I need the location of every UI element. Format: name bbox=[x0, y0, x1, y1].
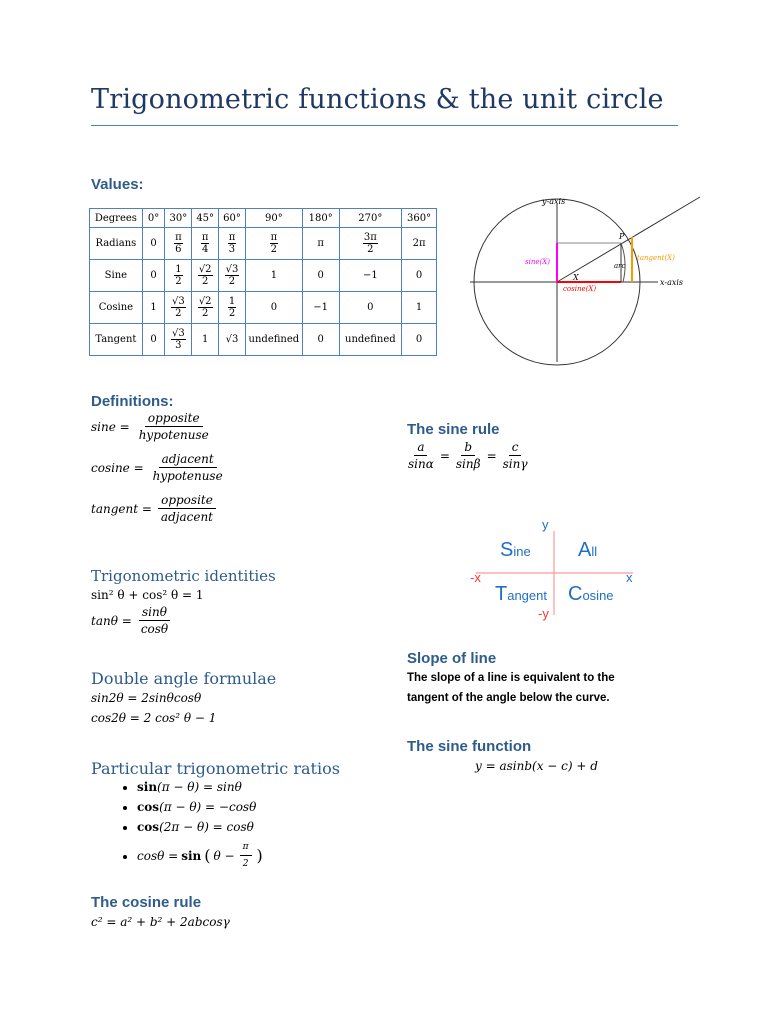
values-cell: 1 bbox=[192, 324, 219, 356]
values-row-label: Radians bbox=[90, 228, 143, 260]
cosine-definition bbox=[91, 452, 228, 483]
values-cell: 1 bbox=[245, 260, 302, 292]
identity-pythagorean: sin² θ + cos² θ = 1 bbox=[91, 588, 204, 602]
values-header-cell: 270° bbox=[339, 209, 402, 228]
ratio-item-3: • cos(2π − θ) = cosθ bbox=[137, 820, 391, 834]
values-table-row bbox=[90, 228, 437, 260]
cosine-def-lhs: cosine = bbox=[91, 460, 144, 475]
values-header-cell: 180° bbox=[302, 209, 339, 228]
x-axis-label: x-axis bbox=[660, 278, 684, 287]
values-cell: 0 bbox=[302, 324, 339, 356]
sine-rule-a: a bbox=[414, 440, 427, 456]
values-row-label: Sine bbox=[90, 260, 143, 292]
cosine-rule-formula: c² = a² + b² + 2abcosγ bbox=[91, 915, 230, 929]
values-cell: $\frac{3\pi}{2}$ bbox=[339, 228, 402, 260]
sine-rule-eq1: = bbox=[439, 448, 450, 463]
values-cell: 1 bbox=[142, 292, 165, 324]
sine-def-num: opposite bbox=[145, 411, 203, 427]
values-table-header bbox=[90, 209, 437, 228]
arc-label: arc bbox=[614, 262, 626, 270]
slope-text-2: tangent of the angle below the curve. bbox=[407, 692, 610, 704]
sine-rule-sinb: sinβ bbox=[455, 457, 481, 471]
values-header-cell: 0° bbox=[142, 209, 165, 228]
values-cell: 0 bbox=[402, 324, 437, 356]
double-angle-heading: Double angle formulae bbox=[91, 669, 277, 688]
cast-tangent-label: Tangent bbox=[495, 583, 547, 605]
cast-cosine-label: Cosine bbox=[568, 583, 614, 605]
cast-x-label: x bbox=[626, 570, 633, 585]
tangent-definition bbox=[91, 493, 218, 524]
values-cell: −1 bbox=[339, 260, 402, 292]
sine-rule-c: c bbox=[509, 440, 522, 456]
values-row-label: Tangent bbox=[90, 324, 143, 356]
tangent-def-den: adjacent bbox=[160, 510, 214, 524]
identities-heading: Trigonometric identities bbox=[91, 567, 276, 585]
values-row-label: Cosine bbox=[90, 292, 143, 324]
values-cell: 0 bbox=[142, 260, 165, 292]
definitions-heading: Definitions: bbox=[91, 393, 174, 410]
values-cell: 0 bbox=[302, 260, 339, 292]
values-cell: $\frac{√2}{2}$ bbox=[192, 292, 219, 324]
ratio-item-4: • cosθ = sin ( θ − $\frac{\pi}{2}$ ) bbox=[137, 840, 391, 871]
sine-rule-heading: The sine rule bbox=[407, 421, 500, 438]
values-cell: $\frac{\pi}{4}$ bbox=[192, 228, 219, 260]
values-cell: undefined bbox=[245, 324, 302, 356]
values-header-cell: Degrees bbox=[90, 209, 143, 228]
values-table bbox=[89, 208, 437, 356]
values-table-row bbox=[90, 292, 437, 324]
sine-rule-b: b bbox=[461, 440, 475, 456]
cosine-label: cosine(X) bbox=[563, 285, 597, 293]
cast-diagram bbox=[468, 515, 648, 630]
slope-heading: Slope of line bbox=[407, 650, 497, 667]
values-header-cell: 360° bbox=[402, 209, 437, 228]
values-cell: $\frac{\pi}{3}$ bbox=[219, 228, 246, 260]
sine-label: sine(X) bbox=[525, 258, 550, 266]
ray-line bbox=[557, 197, 700, 282]
cast-sine-label: Sine bbox=[500, 539, 531, 561]
identity-tan-den: cosθ bbox=[140, 622, 169, 636]
identity-tan-num: sinθ bbox=[139, 605, 170, 621]
values-cell: 0 bbox=[245, 292, 302, 324]
sine-rule-eq2: = bbox=[486, 448, 497, 463]
values-header-cell: 45° bbox=[192, 209, 219, 228]
values-table-row bbox=[90, 260, 437, 292]
cast-all-label: All bbox=[578, 539, 598, 561]
cast-neg-y-label: -y bbox=[538, 606, 549, 621]
title-underline bbox=[91, 125, 678, 126]
ratio-item-2: • cos(π − θ) = −cosθ bbox=[137, 800, 391, 814]
tangent-def-lhs: tangent = bbox=[91, 501, 152, 516]
sine-rule-sinc: sinγ bbox=[502, 457, 528, 471]
values-cell: $\frac{√3}{2}$ bbox=[165, 292, 192, 324]
point-p-label: P bbox=[619, 232, 625, 241]
sine-def-den: hypotenuse bbox=[138, 428, 209, 442]
values-cell: √3 bbox=[219, 324, 246, 356]
values-cell: $\frac{\pi}{2}$ bbox=[245, 228, 302, 260]
values-cell: $\frac{\pi}{6}$ bbox=[165, 228, 192, 260]
values-cell: 0 bbox=[402, 260, 437, 292]
ratios-list bbox=[91, 780, 391, 871]
page-title: Trigonometric functions & the unit circle bbox=[91, 84, 664, 115]
sine-function-formula: y = asinb(x − c) + d bbox=[475, 759, 598, 773]
values-cell: π bbox=[302, 228, 339, 260]
values-cell: −1 bbox=[302, 292, 339, 324]
identity-tan bbox=[91, 605, 173, 636]
values-table-row bbox=[90, 324, 437, 356]
sine-function-heading: The sine function bbox=[407, 738, 532, 755]
values-cell: 0 bbox=[339, 292, 402, 324]
values-cell: $\frac{1}{2}$ bbox=[219, 292, 246, 324]
values-cell: $\frac{√3}{2}$ bbox=[219, 260, 246, 292]
ratios-heading: Particular trigonometric ratios bbox=[91, 759, 340, 778]
slope-text-1: The slope of a line is equivalent to the bbox=[407, 672, 615, 684]
ratio-item-1: • sin(π − θ) = sinθ bbox=[137, 780, 391, 794]
ratios-list-container bbox=[91, 780, 391, 877]
tangent-label: tangent(X) bbox=[637, 254, 675, 262]
values-cell: $\frac{√2}{2}$ bbox=[192, 260, 219, 292]
sine-rule-sina: sinα bbox=[408, 457, 434, 471]
values-cell: undefined bbox=[339, 324, 402, 356]
angle-x-label: X bbox=[573, 273, 579, 282]
values-header-cell: 30° bbox=[165, 209, 192, 228]
sine-definition bbox=[91, 411, 214, 442]
values-cell: 2π bbox=[402, 228, 437, 260]
y-axis-label: y-axis bbox=[542, 197, 566, 206]
values-cell: 1 bbox=[402, 292, 437, 324]
unit-circle-diagram bbox=[470, 192, 715, 372]
sine-def-lhs: sine = bbox=[91, 419, 130, 434]
cosine-rule-heading: The cosine rule bbox=[91, 894, 202, 911]
cosine-def-num: adjacent bbox=[159, 452, 217, 468]
values-heading: Values: bbox=[91, 176, 144, 193]
values-cell: 0 bbox=[142, 324, 165, 356]
sine-rule-formula bbox=[403, 440, 533, 471]
values-header-cell: 60° bbox=[219, 209, 246, 228]
values-cell: $\frac{√3}{3}$ bbox=[165, 324, 192, 356]
values-cell: 0 bbox=[142, 228, 165, 260]
cast-y-label: y bbox=[542, 517, 549, 532]
cosine-def-den: hypotenuse bbox=[152, 469, 223, 483]
identity-tan-lhs: tanθ = bbox=[91, 613, 132, 628]
cast-neg-x-label: -x bbox=[470, 570, 481, 585]
values-header-cell: 90° bbox=[245, 209, 302, 228]
tangent-def-num: opposite bbox=[158, 493, 216, 509]
double-angle-sin: sin2θ = 2sinθcosθ bbox=[91, 691, 202, 705]
double-angle-cos: cos2θ = 2 cos² θ − 1 bbox=[91, 711, 217, 725]
values-cell: $\frac{1}{2}$ bbox=[165, 260, 192, 292]
